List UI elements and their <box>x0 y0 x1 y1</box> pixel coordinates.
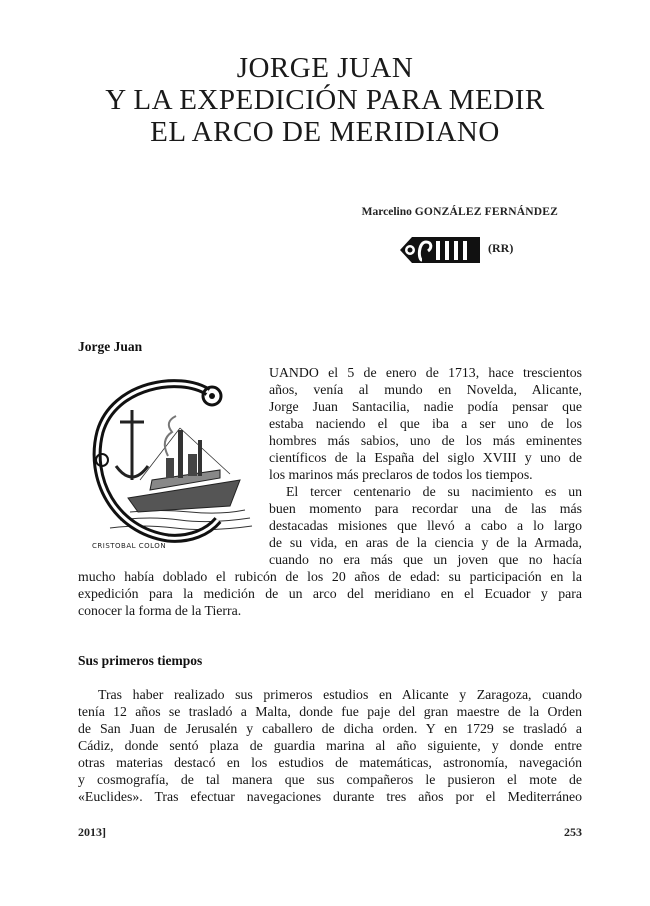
body-line: destacadas misiones que llevó a cabo a lo largo <box>269 518 582 533</box>
body-line: Cádiz, donde sentó plaza de guardia marina al año siguiente, y donde entre <box>78 738 582 753</box>
body-line: los marinos más preclaros de todos los tiempos. <box>269 467 533 482</box>
title-line-1: JORGE JUAN <box>236 52 414 84</box>
body-line: «Euclides». Tras efectuar navegaciones durante tres años por el Mediterráneo <box>78 789 582 804</box>
body-line: Jorge Juan Santacilia, nadie podía pensar que <box>269 399 582 414</box>
body-line: y cosmografía, de tal manera que sus compañeros le pusieron el mote de <box>78 772 582 787</box>
drop-cap-c-ship-illustration <box>80 370 258 552</box>
drop-cap-caption: CRISTOBAL COLON <box>92 542 167 550</box>
page-number: 253 <box>564 825 582 839</box>
body-line: UANDO el 5 de enero de 1713, hace trescientos <box>269 365 582 380</box>
body-line: expedición para la medición de un arco del meridiano en el Ecuador y para <box>78 586 582 601</box>
body-line: hombres más sabios, uno de los más eminentes <box>269 433 582 448</box>
section-heading-jorge-juan: Jorge Juan <box>78 339 143 354</box>
body-line: Tras haber realizado sus primeros estudios en Alicante y Zaragoza, cuando <box>98 687 582 702</box>
author-byline <box>362 206 558 218</box>
body-line: El tercer centenario de su nacimiento es un <box>286 484 582 499</box>
article-title <box>60 52 590 148</box>
body-line: de su vida, en aras de la ciencia y de la Armada, <box>269 535 582 550</box>
body-line: cuando no era más que un joven que no hacía <box>269 552 582 567</box>
body-line: conocer la forma de la Tierra. <box>78 603 242 618</box>
section-heading-sus-primeros-tiempos: Sus primeros tiempos <box>78 653 203 668</box>
title-line-3: EL ARCO DE MERIDIANO <box>150 116 500 148</box>
body-line: estaba naciendo el que iba a ser uno de los <box>269 416 582 431</box>
body-line: de San Juan de Jerusalén y caballero de dicha orden. Y en 1729 se trasladó a <box>78 721 582 736</box>
naval-rank-insignia-icon <box>398 233 482 267</box>
author-first-name: Marcelino <box>361 206 412 218</box>
title-line-2: Y LA EXPEDICIÓN PARA MEDIR <box>105 84 545 116</box>
body-line: años, venía al mundo en Novelda, Alicante, <box>269 382 582 397</box>
body-line: tenía 12 años se trasladó a Malta, donde fue paje del gran maestre de la Orden <box>78 704 582 719</box>
footer-year: 2013] <box>78 825 106 839</box>
body-line: mucho había doblado el rubicón de los 20 años de edad: su participación en la <box>78 569 582 584</box>
body-line: científicos de la España del siglo XVIII y uno de <box>269 450 582 465</box>
author-surname: GONZÁLEZ FERNÁNDEZ <box>414 206 558 218</box>
author-rank: (RR) <box>488 241 514 255</box>
body-line: otras materias destacó en los estudios de matemáticas, astronomía, navegación <box>78 755 582 770</box>
body-line: buen momento para recordar una de las más <box>269 501 582 516</box>
